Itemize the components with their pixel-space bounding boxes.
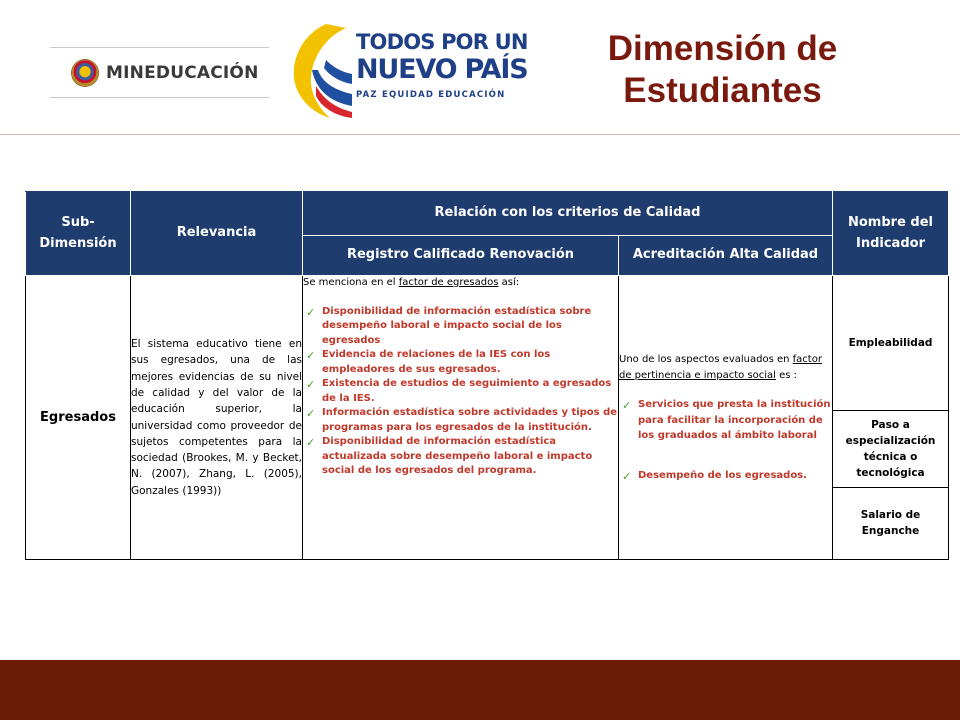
quality-criteria-table <box>25 191 949 560</box>
cell-registro-calificado <box>303 276 619 560</box>
checkmark-icon: ✓ <box>306 349 316 362</box>
factor-pertinencia-link-text: factor de pertinencia e impacto social <box>619 354 822 381</box>
checkmark-icon: ✓ <box>306 407 316 420</box>
list-item: ✓ Existencia de estudios de seguimiento a egresados de la IES. <box>306 378 612 404</box>
flag-swoosh-icon <box>286 20 356 120</box>
header-registro-calificado: Registro Calificado Renovación <box>303 236 619 276</box>
checkmark-icon: ✓ <box>306 436 316 449</box>
indicator-paso-especializacion: Paso a especialización técnica o tecnológica <box>833 411 949 487</box>
list-item: ✓ Información estadística sobre actividades y tipos de programas para los egresados de la institución. <box>306 407 618 433</box>
checkmark-icon: ✓ <box>306 305 316 319</box>
registro-intro: Se menciona en el factor de egresados así: <box>303 277 520 288</box>
header-sub-dimension: Sub-Dimensión <box>26 192 131 276</box>
header-acreditacion: Acreditación Alta Calidad <box>619 236 833 276</box>
footer-bar <box>0 660 960 720</box>
gov-logo-line2: NUEVO PAÍS <box>356 54 528 85</box>
ministry-logo-text: MINEDUCACIÓN <box>106 62 259 83</box>
checkmark-icon: ✓ <box>622 399 632 412</box>
cell-sub-dimension: Egresados <box>26 276 131 560</box>
title-divider <box>0 134 960 135</box>
coat-of-arms-icon <box>72 60 98 86</box>
factor-egresados-link-text: factor de egresados <box>398 277 499 288</box>
header-relevancia: Relevancia <box>131 192 303 276</box>
header-nombre-indicador: Nombre del Indicador <box>833 192 949 276</box>
indicator-salario-enganche: Salario de Enganche <box>833 487 949 559</box>
registro-criteria-list <box>303 305 618 479</box>
header-relacion-criterios: Relación con los criterios de Calidad <box>303 192 833 236</box>
checkmark-icon: ✓ <box>306 378 316 391</box>
list-item: ✓ Disponibilidad de información estadística actualizada sobre desempeño laboral e impacto social de los egresados del programa. <box>306 436 593 476</box>
list-item: ✓ Disponibilidad de información estadística sobre desempeño laboral e impacto social de los egresados <box>306 305 592 346</box>
checkmark-icon: ✓ <box>622 469 632 483</box>
indicator-empleabilidad: Empleabilidad <box>833 276 949 411</box>
acreditacion-intro: Uno de los aspectos evaluados en factor de pertinencia e impacto social es : <box>619 354 822 381</box>
list-item: ✓ Servicios que presta la institución para facilitar la incorporación de los graduados al ámbito laboral <box>622 399 831 441</box>
acreditacion-criteria-list <box>619 397 832 483</box>
slide-title: Dimensión de Estudiantes <box>607 29 838 110</box>
list-item: ✓ Evidencia de relaciones de la IES con los empleadores de sus egresados. <box>306 349 551 375</box>
cell-acreditacion <box>619 276 833 560</box>
gov-logo-line1: TODOS POR UN <box>356 30 528 54</box>
gov-logo-line3: PAZ EQUIDAD EDUCACIÓN <box>356 90 506 100</box>
todos-por-un-nuevo-pais-logo <box>286 20 528 122</box>
cell-relevancia: El sistema educativo tiene en sus egresados, una de las mejores evidencias de su nivel de calidad y del valor de la educación superior, la universidad como proveedor de sujetos competentes para la sociedad (Brookes, M. y Becket, N. (2007), Zhang, L. (2005), Gonzales (1993)) <box>131 276 303 560</box>
mineducacion-logo <box>50 47 269 98</box>
list-item: ✓ Desempeño de los egresados. <box>619 468 832 484</box>
